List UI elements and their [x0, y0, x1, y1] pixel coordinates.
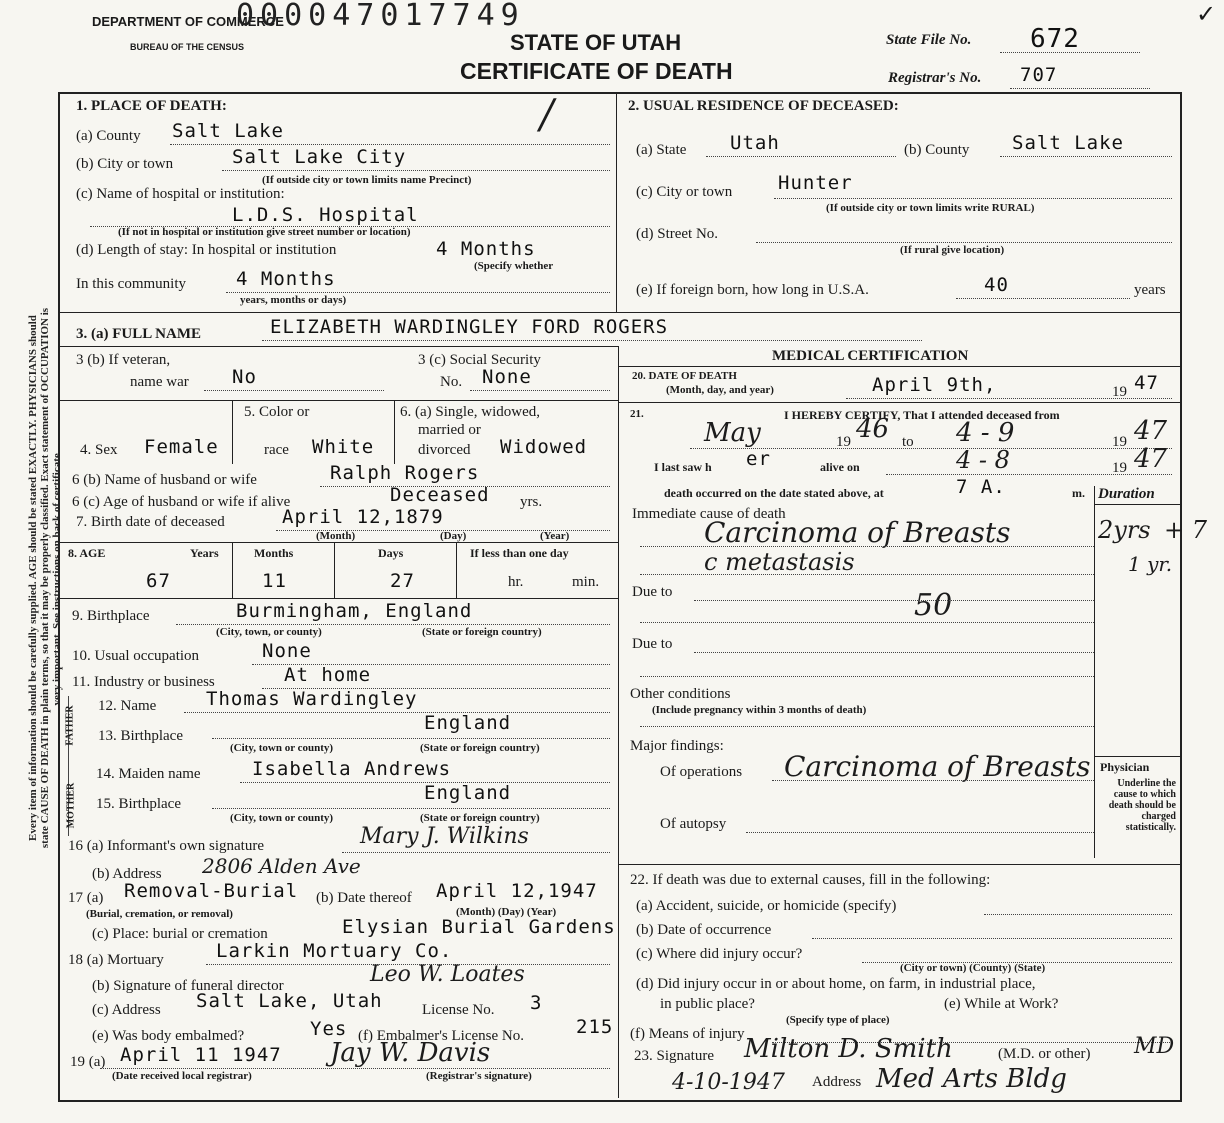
- last-saw-suffix: er: [746, 448, 771, 470]
- occurrence-label: (b) Date of occurrence: [636, 922, 772, 938]
- street-note: (If rural give location): [900, 244, 1005, 256]
- operations-value: Carcinoma of Breasts: [784, 750, 1091, 783]
- public-place-label: in public place?: [660, 996, 755, 1012]
- burial-place-value: Elysian Burial Gardens: [342, 916, 616, 938]
- res-state-value: Utah: [730, 132, 780, 154]
- marital-label-3: divorced: [418, 442, 471, 458]
- mother-name-label: 14. Maiden name: [96, 766, 201, 782]
- race-divider: [394, 400, 395, 464]
- due-to-2b-line: [640, 676, 1094, 677]
- hospital-note: (If not in hospital or institution give street number or location): [118, 226, 411, 238]
- row-divider-5: [58, 598, 618, 599]
- embalmer-license-value: 215: [576, 1016, 614, 1038]
- age-months-value: 11: [262, 570, 287, 592]
- medical-line-22: [618, 864, 1180, 865]
- embalmer-license-label: (f) Embalmer's License No.: [358, 1028, 524, 1044]
- state-file-label: State File No.: [886, 32, 972, 48]
- certificate-title: CERTIFICATE OF DEATH: [460, 58, 733, 84]
- race-value: White: [312, 436, 375, 458]
- sex-label: 4. Sex: [80, 442, 118, 458]
- res-state-label: (a) State: [636, 142, 687, 158]
- occupation-value: None: [262, 640, 312, 662]
- embalmed-label: (e) Was body embalmed?: [92, 1028, 245, 1044]
- occurred-label: death occurred on the date stated above, at: [664, 486, 884, 500]
- autopsy-line: [746, 832, 1094, 833]
- city-note: (If outside city or town limits name Precinct): [262, 174, 472, 186]
- spouse-age-value: Deceased: [390, 484, 490, 506]
- death-date-value: April 9th,: [872, 374, 997, 396]
- father-birthplace-line: [212, 738, 610, 739]
- foreign-years: 40: [984, 274, 1009, 296]
- check-mark: ✓: [1196, 0, 1217, 28]
- from-year-value: 46: [856, 414, 890, 444]
- registrar-number: 707: [1020, 64, 1058, 86]
- death-date-line: [846, 398, 1172, 399]
- street-label: (d) Street No.: [636, 226, 719, 242]
- father-state-note: (State or foreign country): [420, 742, 540, 754]
- operations-line: [772, 780, 1094, 781]
- to-label: to: [902, 434, 914, 450]
- sex-value: Female: [144, 436, 219, 458]
- county-line: [170, 144, 610, 145]
- spouse-label: 6 (b) Name of husband or wife: [72, 472, 257, 488]
- means-label: (f) Means of injury: [630, 1026, 745, 1042]
- age-divider-3: [456, 542, 457, 598]
- alive-year-prefix: 19: [1112, 460, 1127, 476]
- foreign-line: [956, 298, 1130, 299]
- cause2-line: [640, 574, 1094, 575]
- due-to-1-label: Due to: [632, 584, 673, 600]
- embalmed-value: Yes: [310, 1018, 348, 1040]
- due-to-1b-line: [640, 622, 1094, 623]
- stay-value: 4 Months: [436, 238, 536, 260]
- birthplace-line: [176, 624, 610, 625]
- registrar-sig-note: (Registrar's signature): [426, 1070, 532, 1082]
- less-than-day-label: If less than one day: [470, 546, 569, 560]
- community-note: years, months or days): [240, 294, 347, 306]
- date-received-note: (Date received local registrar): [112, 1070, 252, 1082]
- row-divider-1: [58, 312, 1180, 313]
- md-label: (M.D. or other): [998, 1046, 1091, 1062]
- removal-value: Removal-Burial: [124, 880, 299, 902]
- father-birthplace-label: 13. Birthplace: [98, 728, 183, 744]
- full-name-line: [262, 340, 922, 341]
- father-city-note: (City, town or county): [230, 742, 334, 754]
- license-value: 3: [530, 992, 543, 1014]
- while-at-work-label: (e) While at Work?: [944, 996, 1059, 1012]
- res-city-note: (If outside city or town limits write RURAL): [826, 202, 1035, 214]
- physician-address: Med Arts Bldg: [876, 1064, 1067, 1094]
- where-label: (c) Where did injury occur?: [636, 946, 803, 962]
- top-divider: [616, 94, 617, 312]
- attended-to-date: 4 - 9: [956, 418, 1015, 448]
- duration-header: Duration: [1098, 486, 1155, 502]
- row-divider-4: [58, 542, 618, 543]
- community-label: In this community: [76, 276, 186, 292]
- race-label: race: [264, 442, 289, 458]
- license-label: License No.: [422, 1002, 495, 1018]
- birthplace-label: 9. Birthplace: [72, 608, 150, 624]
- res-city-value: Hunter: [778, 172, 853, 194]
- city-line: [222, 170, 610, 171]
- informant-label: 16 (a) Informant's own signature: [68, 838, 264, 854]
- alive-on-label: alive on: [820, 460, 860, 474]
- industry-value: At home: [284, 664, 372, 686]
- spouse-age-label: 6 (c) Age of husband or wife if alive: [72, 494, 291, 510]
- place-mark: /: [540, 92, 554, 138]
- medical-line-20: [618, 402, 1180, 403]
- removal-date-value: April 12,1947: [436, 880, 598, 902]
- father-name-line: [184, 712, 610, 713]
- age-months-header: Months: [254, 546, 294, 560]
- home-label: (d) Did injury occur in or about home, on farm, in industrial place,: [636, 976, 1036, 992]
- age-years-header: Years: [190, 546, 219, 560]
- major-findings-label: Major findings:: [630, 738, 724, 754]
- mother-birthplace-line: [212, 808, 610, 809]
- side-line-2: state CAUSE OF DEATH in plain terms, so that it may be properly classified. Exact statement of OCCUPATION is: [39, 307, 51, 849]
- age-days-value: 27: [390, 570, 415, 592]
- mother-birthplace-label: 15. Birthplace: [96, 796, 181, 812]
- death-date-sub: (Month, day, and year): [666, 384, 774, 396]
- city-value: Salt Lake City: [232, 146, 407, 168]
- director-label: (b) Signature of funeral director: [92, 978, 284, 994]
- state-file-line: [1000, 52, 1140, 53]
- due-to-2-label: Due to: [632, 636, 673, 652]
- industry-label: 11. Industry or business: [72, 674, 215, 690]
- to-year-prefix: 19: [1112, 434, 1127, 450]
- ss-line: [470, 390, 610, 391]
- age-days-header: Days: [378, 546, 404, 560]
- cause1-extra: + 7: [1164, 516, 1208, 544]
- mother-name-value: Isabella Andrews: [252, 758, 452, 780]
- street-line: [756, 242, 1172, 243]
- side-line-3: very important. See instructions on back of certificate.: [51, 450, 63, 706]
- registrar-date-label: 19 (a): [70, 1054, 106, 1070]
- external-title: 22. If death was due to external causes, fill in the following:: [630, 872, 991, 888]
- operations-label: Of operations: [660, 764, 743, 780]
- age-label: 8. AGE: [68, 546, 106, 560]
- mother-state-note: (State or foreign country): [420, 812, 540, 824]
- removal-label: 17 (a): [68, 890, 104, 906]
- registrar-no-label: Registrar's No.: [888, 70, 982, 86]
- removal-date-label: (b) Date thereof: [316, 890, 412, 906]
- hours-label: hr.: [508, 574, 524, 590]
- veteran-line: [204, 390, 384, 391]
- mortuary-address-value: Salt Lake, Utah: [196, 990, 383, 1012]
- attended-from-date: May: [704, 418, 761, 448]
- mother-birthplace-value: England: [424, 782, 512, 804]
- full-name-label: 3. (a) FULL NAME: [76, 326, 201, 342]
- birth-date-value: April 12,1879: [282, 506, 444, 528]
- occupation-label: 10. Usual occupation: [72, 648, 200, 664]
- last-saw-label: I last saw h: [654, 460, 712, 474]
- ss-label-2: No.: [440, 374, 463, 390]
- medical-title-line: [618, 366, 1180, 367]
- occurred-m: m.: [1072, 486, 1085, 500]
- age-divider-1: [232, 542, 233, 598]
- father-name-value: Thomas Wardingley: [206, 688, 418, 710]
- cause1-line: [640, 546, 1094, 547]
- age-years-value: 67: [146, 570, 171, 592]
- cause2-duration: 1 yr.: [1128, 552, 1173, 576]
- birth-month-note: (Month): [316, 530, 356, 542]
- ss-label: 3 (c) Social Security: [418, 352, 541, 368]
- color-label: 5. Color or: [244, 404, 310, 420]
- res-county-value: Salt Lake: [1012, 132, 1124, 154]
- alive-date: 4 - 8: [956, 446, 1010, 474]
- birthplace-city-note: (City, town, or county): [216, 626, 322, 638]
- res-state-line: [706, 156, 896, 157]
- mother-city-note: (City, town or county): [230, 812, 334, 824]
- birth-date-label: 7. Birth date of deceased: [76, 514, 225, 530]
- res-city-line: [774, 198, 1172, 199]
- res-county-label: (b) County: [904, 142, 970, 158]
- accident-label: (a) Accident, suicide, or homicide (specify): [636, 898, 897, 914]
- minutes-label: min.: [572, 574, 600, 590]
- burial-place-label: (c) Place: burial or cremation: [92, 926, 268, 942]
- medical-title: MEDICAL CERTIFICATION: [772, 348, 969, 364]
- hospital-label: (c) Name of hospital or institution:: [76, 186, 285, 202]
- occurred-time: 7 A.: [956, 476, 1006, 498]
- years-label: years: [1134, 282, 1166, 298]
- from-year-prefix: 19: [836, 434, 851, 450]
- cause1-duration: 2yrs: [1098, 516, 1151, 544]
- accident-line: [984, 914, 1172, 915]
- removal-note: (Burial, cremation, or removal): [86, 908, 233, 920]
- veteran-value: No: [232, 366, 257, 388]
- row-divider-2: [58, 346, 618, 347]
- director-signature: Leo W. Loates: [370, 962, 525, 987]
- row-divider-3: [58, 400, 618, 401]
- registrar-date-value: April 11 1947: [120, 1044, 282, 1066]
- registrar-line: [100, 1068, 610, 1069]
- physician-line: [1094, 756, 1180, 757]
- spouse-value: Ralph Rogers: [330, 462, 480, 484]
- other-conditions-note: (Include pregnancy within 3 months of death): [652, 704, 867, 716]
- res-city-label: (c) City or town: [636, 184, 733, 200]
- residence-title: 2. USUAL RESIDENCE OF DECEASED:: [628, 98, 899, 114]
- community-value: 4 Months: [236, 268, 336, 290]
- bureau-label: BUREAU OF THE CENSUS: [130, 42, 245, 52]
- side-line-1: Every item of information should be carefully supplied. AGE should be stated EXACTLY. PHYSICIANS should: [27, 315, 39, 841]
- father-tag: FATHER: [64, 705, 76, 746]
- other-conditions-label: Other conditions: [630, 686, 731, 702]
- other-conditions-line: [640, 726, 1094, 727]
- specify-note: (Specify whether: [474, 260, 554, 272]
- veteran-label: 3 (b) If veteran,: [76, 352, 171, 368]
- birthplace-state-note: (State or foreign country): [422, 626, 542, 638]
- birth-day-note: (Day): [440, 530, 467, 542]
- father-birthplace-value: England: [424, 712, 512, 734]
- death-date-label: 20. DATE OF DEATH: [632, 370, 737, 382]
- death-year-prefix: 19: [1112, 384, 1127, 400]
- physician-header: Physician: [1100, 760, 1150, 774]
- birthplace-value: Burmingham, England: [236, 600, 473, 622]
- birth-year-note: (Year): [540, 530, 570, 542]
- to-year-value: 47: [1134, 416, 1168, 446]
- registrar-signature: Jay W. Davis: [330, 1038, 491, 1068]
- center-divider: [618, 346, 619, 1098]
- due-to-1-value: 50: [914, 588, 953, 623]
- mortuary-address-label: (c) Address: [92, 1002, 161, 1018]
- foreign-label: (e) If foreign born, how long in U.S.A.: [636, 282, 869, 298]
- veteran-label-2: name war: [130, 374, 189, 390]
- mother-tag: MOTHER: [65, 782, 77, 829]
- certify-text: I HEREBY CERTIFY, That I attended deceased from: [784, 408, 1060, 422]
- physician-signature: Milton D. Smith: [744, 1034, 953, 1064]
- certify-number: 21.: [630, 408, 644, 420]
- informant-signature: Mary J. Wilkins: [360, 824, 529, 849]
- death-year-value: 47: [1134, 372, 1159, 394]
- hospital-value: L.D.S. Hospital: [232, 204, 419, 226]
- removal-date-note: (Month) (Day) (Year): [456, 906, 557, 918]
- informant-address: 2806 Alden Ave: [202, 854, 361, 878]
- county-label: (a) County: [76, 128, 141, 144]
- autopsy-label: Of autopsy: [660, 816, 727, 832]
- city-label: (b) City or town: [76, 156, 174, 172]
- signature-label: 23. Signature: [634, 1048, 714, 1064]
- due-to-1-line: [694, 600, 1094, 601]
- marital-value: Widowed: [500, 436, 588, 458]
- marital-label: 6. (a) Single, widowed,: [400, 404, 540, 420]
- immediate-cause-value: Carcinoma of Breasts: [704, 516, 1011, 549]
- immediate-cause-label: Immediate cause of death: [632, 506, 786, 522]
- where-note: (City or town) (County) (State): [900, 962, 1046, 974]
- yrs-label: yrs.: [520, 494, 543, 510]
- informant-address-label: (b) Address: [92, 866, 162, 882]
- state-title: STATE OF UTAH: [510, 30, 682, 55]
- res-county-line: [1000, 156, 1172, 157]
- duration-divider: [1094, 486, 1095, 858]
- marital-label-2: married or: [418, 422, 481, 438]
- department-label: DEPARTMENT OF COMMERCE: [92, 14, 284, 29]
- place-of-death-title: 1. PLACE OF DEATH:: [76, 98, 227, 114]
- occurrence-line: [812, 938, 1172, 939]
- informant-line: [342, 852, 610, 853]
- physician-note: Underline the cause to which death should be charged statistically.: [1108, 778, 1176, 833]
- alive-year-value: 47: [1134, 444, 1168, 474]
- registrar-line: [1010, 88, 1150, 89]
- md-handwritten: MD: [1134, 1034, 1175, 1059]
- mortuary-label: 18 (a) Mortuary: [68, 952, 164, 968]
- county-value: Salt Lake: [172, 120, 284, 142]
- age-divider-2: [334, 542, 335, 598]
- specify-type-note: (Specify type of place): [786, 1014, 890, 1026]
- physician-date: 4-10-1947: [672, 1070, 785, 1095]
- mortuary-value: Larkin Mortuary Co.: [216, 940, 453, 962]
- duration-header-line: [1094, 504, 1180, 505]
- full-name-value: ELIZABETH WARDINGLEY FORD ROGERS: [270, 316, 669, 338]
- cause2-value: c metastasis: [704, 548, 855, 576]
- state-file-number: 672: [1030, 24, 1080, 54]
- sex-divider: [232, 400, 233, 464]
- alive-line: [886, 474, 1172, 475]
- father-name-label: 12. Name: [98, 698, 157, 714]
- stay-label: (d) Length of stay: In hospital or institution: [76, 242, 337, 258]
- physician-address-label: Address: [812, 1074, 862, 1090]
- due-to-2-line: [694, 652, 1094, 653]
- serial-number: 000047017749: [236, 0, 525, 33]
- ss-value: None: [482, 366, 532, 388]
- community-line: [226, 292, 610, 293]
